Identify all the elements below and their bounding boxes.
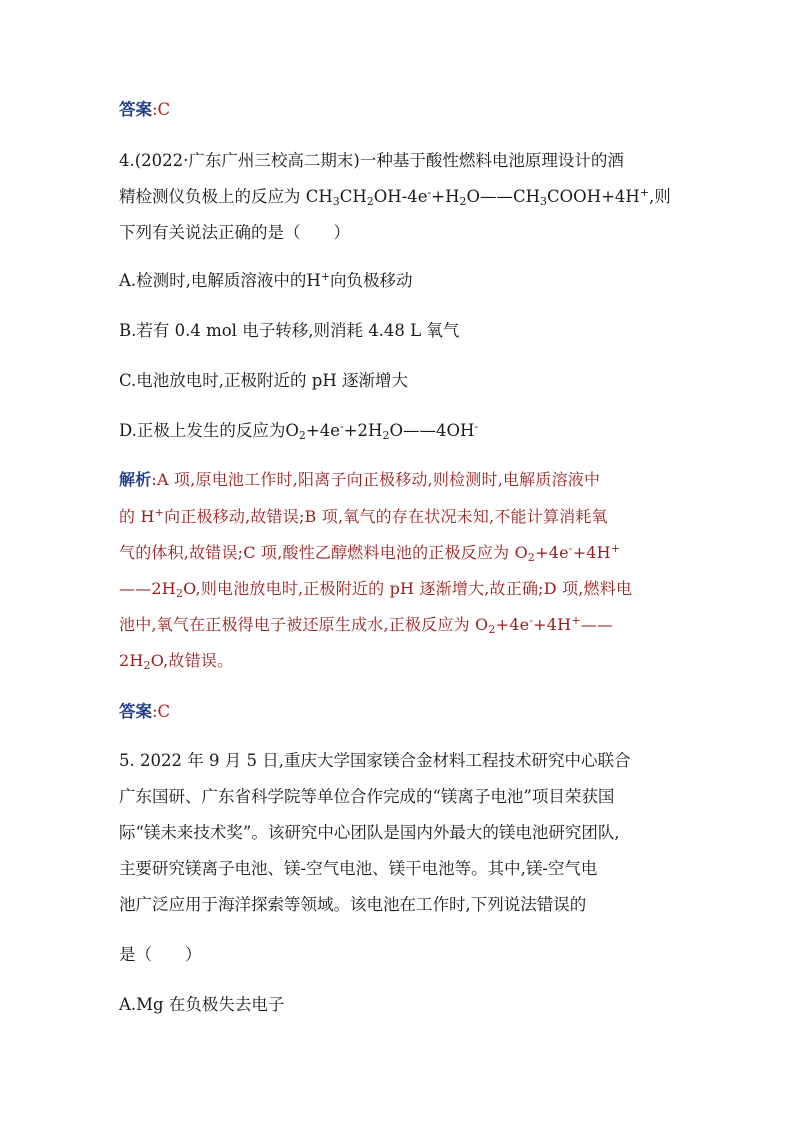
q5-stem-line1: 5. 2022 年 9 月 5 日,重庆大学国家镁合金材料工程技术研究中心联合 — [119, 751, 631, 770]
reaction-arrow: —— — [580, 615, 614, 634]
q5-stem-line3: 际“镁未来技术奖”。该研究中心团队是国内外最大的镁电池研究团队, — [119, 823, 620, 842]
q4-option-d — [119, 419, 478, 443]
subscript: 2 — [527, 551, 536, 564]
analysis-text: O,故错误。 — [150, 651, 234, 670]
analysis-text: +4H — [533, 615, 572, 634]
reaction-arrow: —— — [480, 187, 514, 206]
subscript: 2 — [488, 623, 496, 636]
q4-text: CH — [339, 187, 367, 206]
q5-stem-line2: 广东国研、广东省科学院等单位合作完成的“镁离子电池”项目荣获国 — [119, 787, 615, 806]
answer-label: 答案 — [119, 702, 152, 721]
analysis-text: 2H — [119, 651, 144, 670]
q4-stem-line3: 下列有关说法正确的是（ ） — [119, 223, 350, 242]
option-text: +2H — [343, 421, 383, 440]
subscript: 3 — [540, 195, 548, 208]
superscript: + — [320, 270, 331, 283]
analysis-line3 — [119, 541, 620, 565]
q4-text: +H — [431, 187, 460, 206]
q4-stem-line1: 4.(2022·广东广州三校高二期末)一种基于酸性燃料电池原理设计的酒 — [119, 151, 624, 170]
q4-option-b: B.若有 0.4 mol 电子转移,则消耗 4.48 L 氧气 — [119, 321, 460, 340]
analysis-text: +4H — [572, 543, 611, 562]
analysis-line4 — [119, 577, 632, 601]
option-text: 4OH — [435, 421, 475, 440]
option-text: O — [389, 421, 403, 440]
option-text: A.检测时,电解质溶液中的H — [119, 271, 321, 290]
subscript: 2 — [175, 587, 184, 600]
superscript: - — [568, 542, 573, 555]
subscript: 2 — [143, 659, 151, 672]
reaction-arrow: —— — [402, 421, 436, 440]
q4-option-c: C.电池放电时,正极附近的 pH 逐渐增大 — [119, 371, 408, 390]
q5-stem-line4: 主要研究镁离子电池、镁-空气电池、镁干电池等。其中,镁-空气电 — [119, 859, 598, 878]
q4-text: ,则 — [649, 187, 671, 206]
q4-text: OH-4e — [373, 187, 428, 206]
q5-stem-line6: 是（ ） — [119, 945, 202, 964]
analysis-text: 池中,氧气在正极得电子被还原生成水,正极反应为 O — [119, 615, 489, 634]
q4-stem-line2 — [119, 185, 671, 209]
analysis-text: O,则电池放电时,正极附近的 pH 逐渐增大,故正确;D 项,燃料电 — [183, 579, 633, 598]
option-text: 向负极移动 — [330, 271, 413, 290]
analysis-line6 — [119, 649, 233, 673]
superscript: + — [154, 506, 165, 519]
option-text: +4e — [305, 421, 341, 440]
subscript: 2 — [366, 195, 374, 208]
analysis-line5 — [119, 613, 613, 637]
analysis-text: +4e — [535, 543, 569, 562]
subscript: 2 — [298, 429, 306, 442]
superscript: - — [529, 614, 534, 627]
subscript: 2 — [382, 429, 390, 442]
superscript: + — [571, 614, 581, 627]
analysis-text: 向正极移动,故错误;B 项,氧气的存在状况未知,不能计算消耗氧 — [164, 507, 608, 526]
answer-value: :C — [152, 702, 171, 721]
superscript: - — [340, 420, 344, 433]
analysis-text: 气的体积,故错误;C 项,酸性乙醇燃料电池的正极反应为 O — [119, 543, 528, 562]
answer-label: 答案 — [119, 100, 152, 119]
answer-prev — [119, 98, 170, 122]
analysis-label: 解析 — [119, 470, 152, 489]
analysis-line2 — [119, 505, 608, 529]
subscript: 2 — [459, 195, 467, 208]
answer-q4 — [119, 700, 170, 724]
analysis-text: 的 H — [119, 507, 155, 526]
superscript: - — [427, 186, 432, 199]
q5-option-a: A.Mg 在负极失去电子 — [119, 995, 285, 1014]
superscript: + — [639, 186, 650, 199]
analysis-text: :A 项,原电池工作时,阳离子向正极移动,则检测时,电解质溶液中 — [151, 470, 601, 489]
q4-text: COOH+4H — [547, 187, 640, 206]
analysis-text: +4e — [495, 615, 530, 634]
option-text: D.正极上发生的反应为O — [119, 421, 299, 440]
superscript: - — [474, 420, 479, 433]
superscript: + — [610, 542, 621, 555]
q5-stem-line5: 池广泛应用于海洋探索等领域。该电池在工作时,下列说法错误的 — [119, 895, 587, 914]
subscript: 3 — [332, 195, 340, 208]
q4-option-a — [119, 269, 413, 293]
q4-text: 精检测仪负极上的反应为 CH — [119, 187, 333, 206]
q4-text: CH — [513, 187, 541, 206]
reaction-arrow: —— — [119, 579, 152, 598]
analysis-text: 2H — [151, 579, 176, 598]
answer-value: :C — [152, 100, 171, 119]
analysis-line1 — [119, 468, 600, 492]
q4-text: O — [466, 187, 481, 206]
